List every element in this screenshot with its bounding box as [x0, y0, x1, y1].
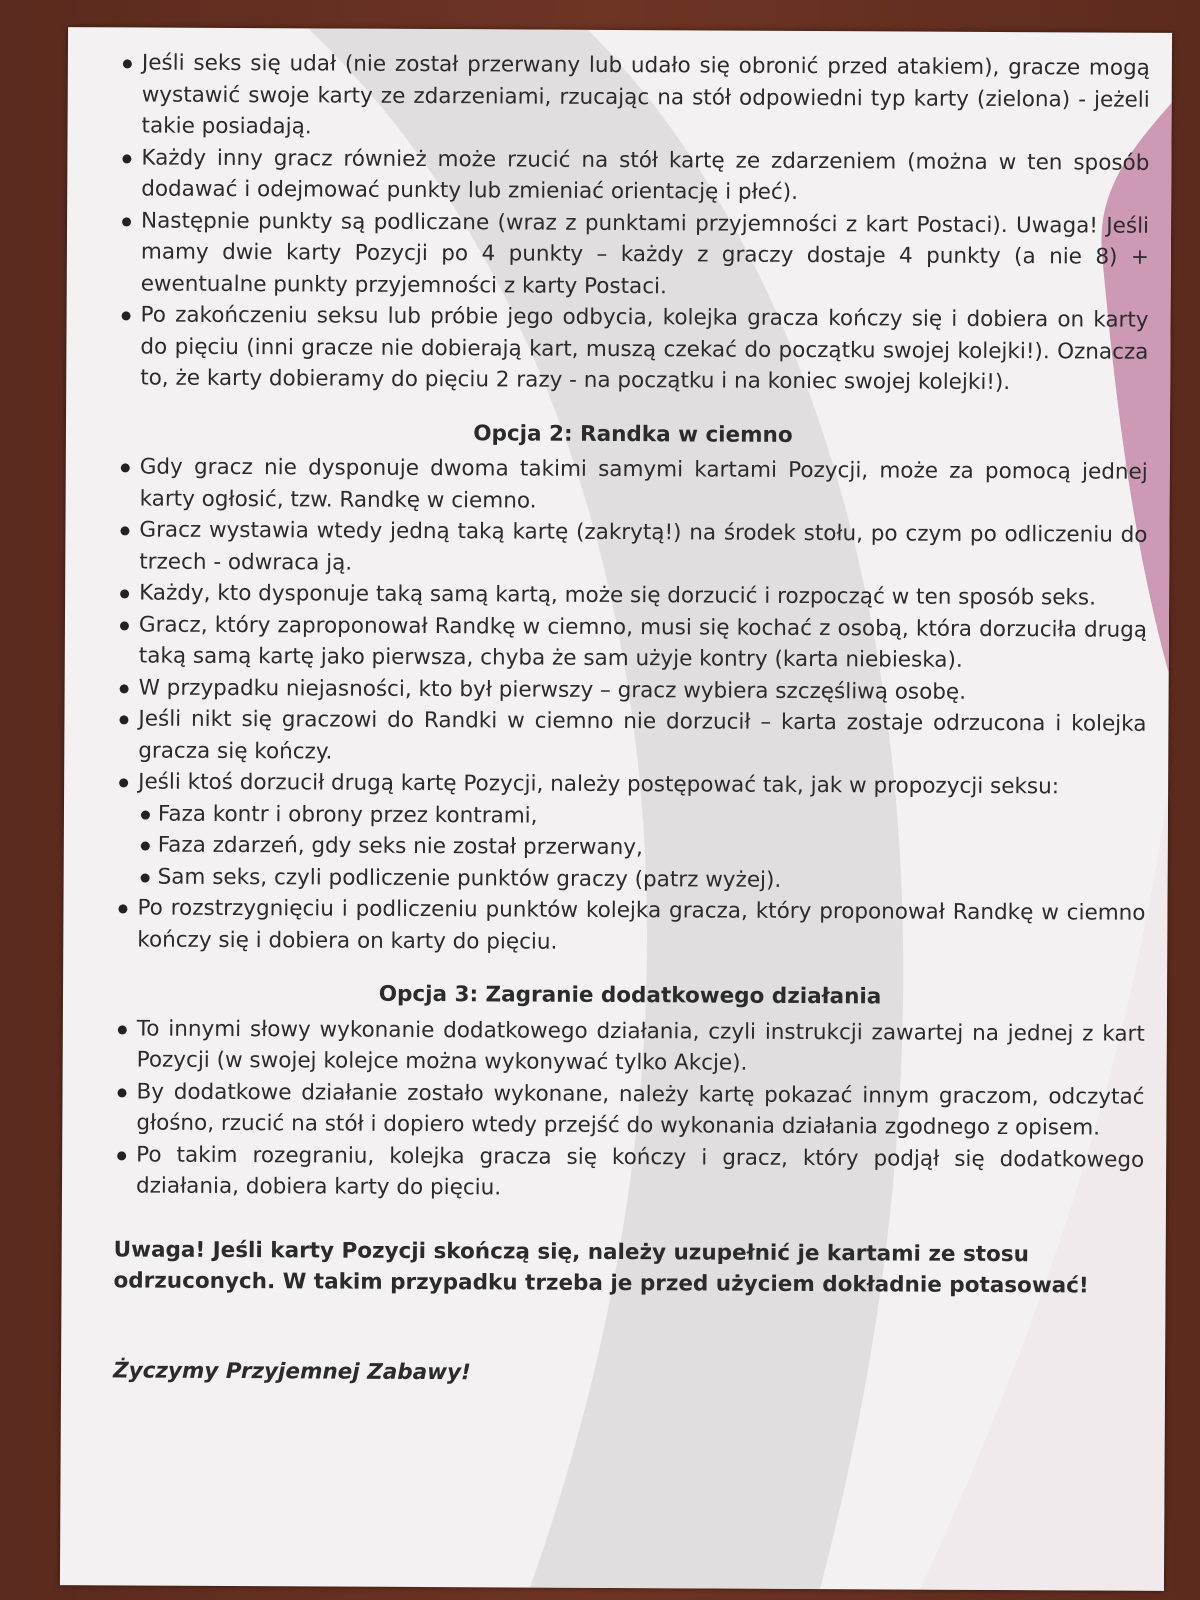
list-item: W przypadku niejasności, kto był pierwszy – gracz wybiera szczęśliwą osobę. [117, 672, 1147, 709]
list-item: Gracz wystawia wtedy jedną taką kartę (zakrytą!) na środek stołu, po czym po odliczeniu do trzech - odwraca ją. [117, 514, 1147, 582]
option-2-bullet-list [116, 451, 1148, 803]
list-item: Po takim rozegraniu, kolejka gracza się kończy i gracz, który podjął się dodatkowego działania, dobiera karty do pięciu. [114, 1139, 1144, 1207]
list-item: Po zakończeniu seksu lub próbie jego odbycia, kolejka gracza kończy się i dobiera on karty do pięciu (inni gracze nie dobierają kart, muszą czekać do początku swojej kolejki!). Oznacza to, że karty dobieramy do pięciu 2 razy - na początku i na koniec swojej kolejki!). [118, 299, 1148, 399]
list-item: By dodatkowe działanie zostało wykonane, należy kartę pokazać innym graczom, odczytać głośno, rzucić na stół i dopiero wtedy przejść do wykonania działania zgodnego z opisem. [114, 1076, 1144, 1144]
section-heading-option-3: Opcja 3: Zagranie dodatkowego działania [378, 981, 882, 1010]
list-item: Jeśli nikt się graczowi do Randki w ciemno nie dorzucił – karta zostaje odrzucona i kolejka gracza się kończy. [116, 703, 1146, 771]
document-body [113, 47, 1150, 1391]
list-item: Każdy inny gracz również może rzucić na stół kartę ze zdarzeniem (można w ten sposób dodawać i odejmować punkty lub zmieniać orientację i płeć). [119, 142, 1149, 210]
rules-sheet [60, 27, 1172, 1591]
list-item: Jeśli ktoś dorzucił drugą kartę Pozycji, należy postępować tak, jak w propozycji seksu: [116, 766, 1146, 803]
list-item: Gdy gracz nie dysponuje dwoma takimi samymi kartami Pozycji, może za pomocą jednej karty ogłosić, tzw. Randkę w ciemno. [118, 451, 1148, 519]
warning-note: Uwaga! Jeśli karty Pozycji skończą się, należy uzupełnić je kartami ze stosu odrzuconych. W takim przypadku trzeba je przed użyciem dokładnie potasować! [113, 1236, 1089, 1299]
option-3-bullet-list [114, 1013, 1145, 1207]
section-heading-option-2: Opcja 2: Randka w ciemno [473, 420, 793, 448]
list-item: Każdy, kto dysponuje taką samą kartą, może się dorzucić i rozpocząć w ten sposób seks. [117, 577, 1147, 614]
list-item: To innymi słowy wykonanie dodatkowego działania, czyli instrukcji zawartej na jednej z kart Pozycji (w swojej kolejce można wykonywać tylko Akcje). [115, 1013, 1145, 1081]
closing-wish: Życzymy Przyjemnej Zabawy! [112, 1357, 471, 1385]
option-2-bullet-list-end [115, 892, 1145, 960]
sub-list-item: Faza kontr i obrony przez kontrami, [138, 798, 1146, 835]
list-item: Następnie punkty są podliczane (wraz z punktami przyjemności z kart Postaci). Uwaga! Jeśli mamy dwie karty Pozycji po 4 punkty – każdy z graczy dostaje 4 punkty (a nie 8) + ewentualne punkty przyjemności z karty Postaci. [119, 205, 1149, 305]
option-2-sub-list [138, 798, 1146, 898]
sub-list-item: Faza zdarzeń, gdy seks nie został przerwany, [138, 829, 1146, 866]
sub-list-item: Sam seks, czyli podliczenie punktów graczy (patrz wyżej). [138, 861, 1146, 898]
list-item: Jeśli seks się udał (nie został przerwany lub udało się obronić przed atakiem), gracze mogą wystawić swoje karty ze zdarzeniami, rzucając na stół odpowiedni typ karty (zielona) - jeżeli takie posiadają. [119, 47, 1149, 147]
list-item: Gracz, który zaproponował Randkę w ciemno, musi się kochać z osobą, która dorzuciła drugą taką samą kartę jako pierwsza, chyba że sam użyje kontry (karta niebieska). [117, 609, 1147, 677]
list-item: Po rozstrzygnięciu i podliczeniu punktów kolejka gracza, który proponował Randkę w ciemno kończy się i dobiera on karty do pięciu. [115, 892, 1145, 960]
intro-bullet-list [118, 47, 1150, 399]
